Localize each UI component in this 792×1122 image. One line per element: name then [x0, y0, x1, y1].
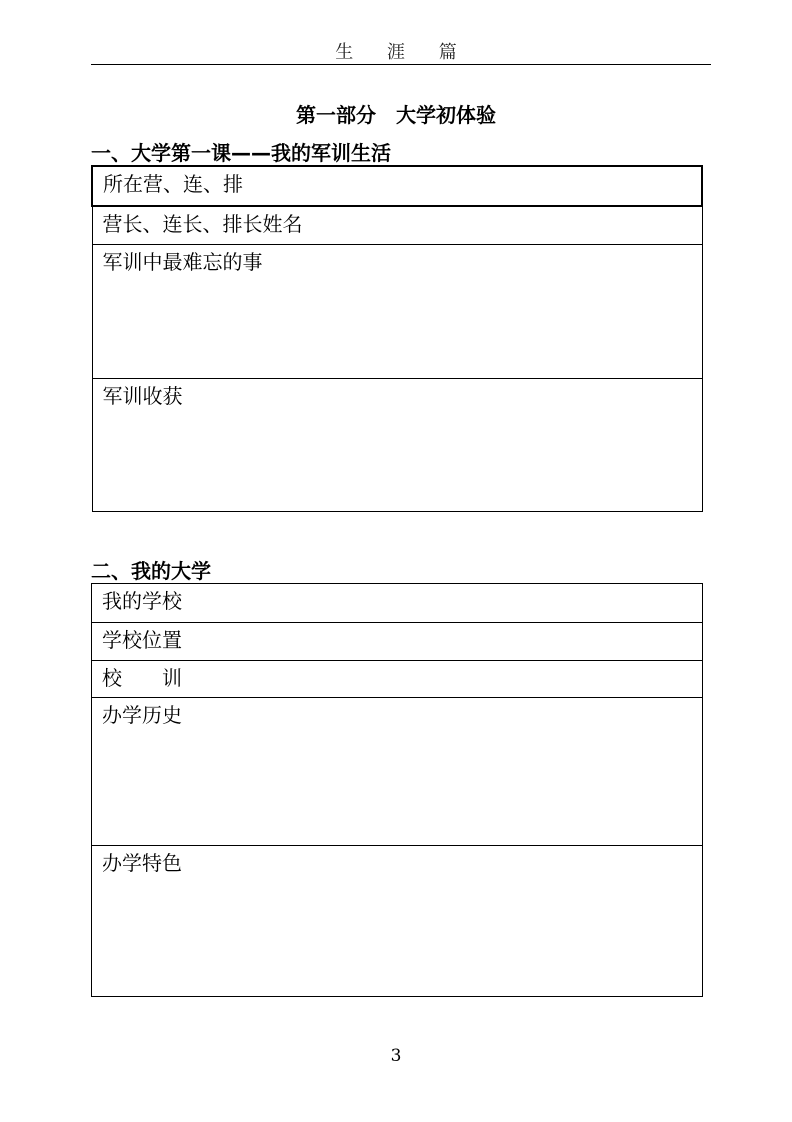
header-rule [91, 64, 711, 65]
form-row-motto [92, 661, 703, 698]
form-row-school [92, 584, 703, 623]
field-label-training-gains[interactable]: 军训收获 [92, 378, 702, 511]
form-row-company [92, 166, 702, 206]
field-label-company[interactable]: 所在营、连、排 [92, 166, 702, 206]
form-row-history [92, 698, 703, 846]
field-label-commander-names[interactable]: 营长、连长、排长姓名 [92, 206, 702, 244]
field-label-memorable-event[interactable]: 军训中最难忘的事 [92, 244, 702, 378]
part-title: 第一部分 大学初体验 [296, 103, 496, 127]
form-row-features [92, 846, 703, 997]
form-row-memorable-event [92, 244, 702, 378]
field-label-location[interactable]: 学校位置 [92, 623, 703, 661]
field-label-school[interactable]: 我的学校 [92, 584, 703, 623]
form-row-commander-names [92, 206, 702, 244]
my-university-form [91, 583, 703, 997]
form-row-training-gains [92, 378, 702, 511]
field-label-motto[interactable]: 校 训 [92, 661, 703, 698]
form-row-location [92, 623, 703, 661]
field-label-history[interactable]: 办学历史 [92, 698, 703, 846]
section-heading-military-training: 一、大学第一课——我的军训生活 [91, 141, 391, 165]
military-training-form [91, 165, 703, 512]
field-label-features[interactable]: 办学特色 [92, 846, 703, 997]
page-number: 3 [390, 1046, 402, 1066]
running-header: 生 涯 篇 [335, 42, 471, 63]
section-heading-my-university: 二、我的大学 [91, 559, 211, 583]
